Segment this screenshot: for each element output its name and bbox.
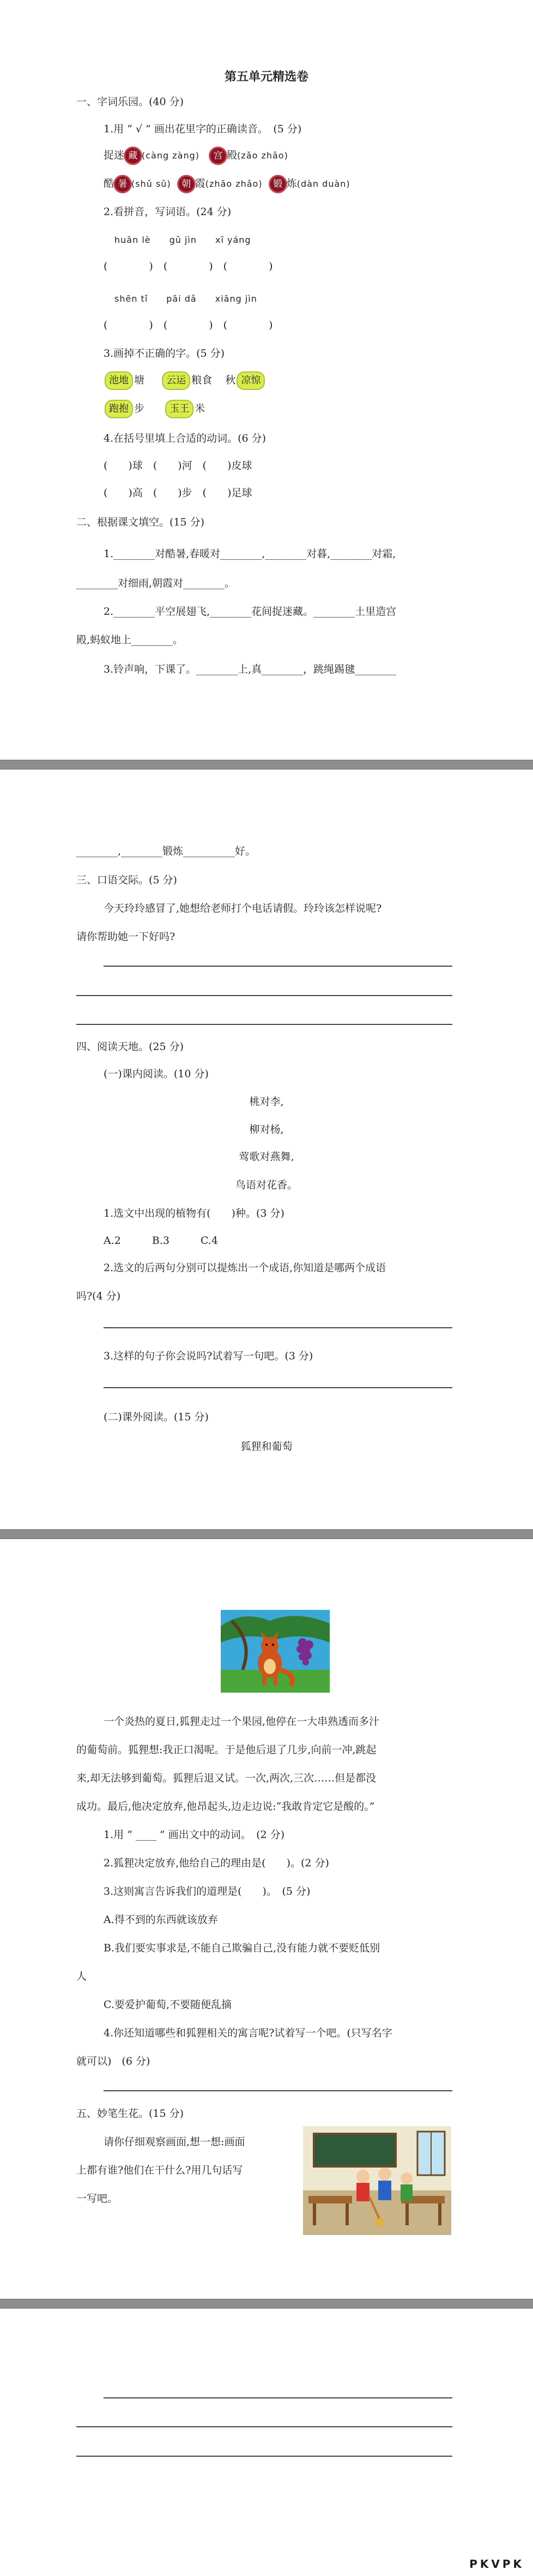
- answer-line: [76, 2426, 452, 2427]
- word-text: 塘: [134, 374, 145, 386]
- flower-char: 暑: [115, 176, 130, 192]
- word-text: 炼: [286, 178, 297, 190]
- word-text: 步: [134, 402, 145, 414]
- word-text: 米: [195, 402, 205, 414]
- section-5-heading: 五、妙笔生花。(15 分): [76, 2108, 184, 2120]
- answer-line: [76, 2456, 452, 2457]
- watermark-logo: PKVPK: [469, 2557, 524, 2571]
- story-line-3: 来,却无法够到葡萄。狐狸后退又试。一次,两次,三次……但是都没: [76, 1772, 377, 1784]
- s2-q3-line1: 3.铃声响，下课了。________上,真________，跳绳踢毽________: [104, 663, 397, 675]
- flower-char: 朝: [179, 176, 194, 192]
- option-b-line1: B.我们要实事求是,不能自己欺骗自己,没有能力就不要贬低别: [104, 1942, 380, 1954]
- answer-line: [104, 2397, 452, 2398]
- flower-char: 藏: [125, 148, 141, 163]
- choice-char-a: 跑: [109, 403, 119, 414]
- q1-3-row1: [104, 371, 266, 390]
- flower-char: 锻: [270, 176, 286, 192]
- answer-brackets-1: ( ) ( ) ( ): [104, 260, 273, 272]
- q1-1-row2: [104, 175, 350, 192]
- poem-line: 鸟语对花香。: [235, 1179, 298, 1191]
- page-separator: [0, 2299, 533, 2309]
- page-separator: [0, 1529, 533, 1539]
- choice-char: [162, 371, 190, 390]
- pinyin-options: (càng zàng): [142, 150, 199, 161]
- choice-char-a: 云: [166, 375, 177, 386]
- page-1: [0, 0, 533, 760]
- page-4: [0, 2309, 533, 2576]
- s2-q2-line1: 2.________平空展翅飞,________花间捉迷藏。________土里造宫: [104, 606, 397, 618]
- pinyin-row-2: shēn tǐ pāi dǎ xiāng jìn: [114, 294, 257, 304]
- story-line-2: 的葡萄前。狐狸想:我正口渴呢。于是他后退了几步,向前一冲,跳起: [76, 1744, 377, 1756]
- s4-q2-line2: 吗?(4 分): [76, 1290, 121, 1302]
- answer-line: [76, 995, 452, 996]
- story-title: 狐狸和葡萄: [240, 1440, 293, 1452]
- q1-4-row1: ( )球 ( )河 ( )皮球: [104, 460, 252, 472]
- q1-4-prompt: 4.在括号里填上合适的动词。(6 分): [104, 432, 266, 444]
- q1-2-prompt: 2.看拼音，写词语。(24 分): [104, 206, 232, 218]
- answer-line: [104, 1327, 452, 1328]
- word-text: 秋: [225, 374, 236, 386]
- s3-para-line1: 今天玲玲感冒了,她想给老师打个电话请假。玲玲该怎样说呢?: [104, 902, 382, 914]
- s4-sub2: (二)课外阅读。(15 分): [104, 1411, 209, 1423]
- option-a: A.得不到的东西就该放弃: [104, 1914, 218, 1926]
- page-title: 第五单元精选卷: [224, 70, 308, 84]
- word-text: 酷: [104, 178, 114, 190]
- q1-3-row2: [104, 400, 205, 418]
- section-2-heading: 二、根据课文填空。(15 分): [76, 516, 205, 528]
- s4-q2-line1: 2.选文的后两句分别可以提炼出一个成语,你知道是哪两个成语: [104, 1262, 386, 1274]
- choice-char-b: 惊: [251, 375, 261, 386]
- s4-q3: 3.这样的句子你会说吗?试着写一句吧。(3 分): [104, 1350, 313, 1362]
- pinyin-options: (zǎo zhǎo): [237, 150, 288, 161]
- answer-line: [76, 1024, 452, 1025]
- answer-line: [104, 2090, 452, 2091]
- q1-3-prompt: 3.画掉不正确的字。(5 分): [104, 347, 225, 359]
- page-3: [0, 1539, 533, 2299]
- s4-q1: 1.选文中出现的植物有( )种。(3 分): [104, 1207, 284, 1219]
- story-line-4: 成功。最后,他决定放弃,他昂起头,边走边说:“我敢肯定它是酸的。”: [76, 1800, 375, 1812]
- q1-1-prompt: 1.用 “ √ ” 画出花里字的正确读音。 (5 分): [104, 123, 302, 135]
- choice-char: [105, 400, 133, 418]
- answer-line: [104, 1387, 452, 1388]
- pinyin-options: (dàn duàn): [296, 179, 350, 189]
- story-q4-line2: 就可以) (6 分): [76, 2055, 150, 2067]
- page-2: [0, 770, 533, 1529]
- story-q2: 2.狐狸决定放弃,他给自己的理由是( )。(2 分): [104, 1857, 329, 1869]
- choice-char-b: 抱: [119, 403, 129, 414]
- answer-brackets-2: ( ) ( ) ( ): [104, 319, 273, 331]
- page-separator: [0, 760, 533, 770]
- choice-char-a: 池: [109, 375, 119, 386]
- option-c: C.要爱护葡萄,不要随便乱摘: [104, 1999, 232, 2011]
- s4-q1-options: A.2 B.3 C.4: [104, 1235, 218, 1247]
- poem-line: 莺歌对燕舞,: [239, 1151, 294, 1163]
- poem-line: 桃对李,: [249, 1096, 284, 1108]
- choice-char: [237, 371, 265, 390]
- word-text: 粮食: [191, 374, 213, 386]
- choice-char-b: 王: [179, 403, 190, 414]
- section-3-heading: 三、口语交际。(5 分): [76, 874, 177, 886]
- option-b-line2: 人: [76, 1970, 87, 1982]
- choice-char-b: 地: [119, 375, 129, 386]
- s4-sub1: (一)课内阅读。(10 分): [104, 1068, 209, 1080]
- word-text: 捉迷: [104, 149, 125, 161]
- q1-1-row1: [104, 147, 288, 163]
- story-q4-line1: 4.你还知道哪些和狐狸相关的寓言呢?试着写一个吧。(只写名字: [104, 2027, 392, 2039]
- poem-line: 柳对杨,: [249, 1124, 284, 1136]
- choice-char-a: 凉: [241, 375, 251, 386]
- word-text: 殿: [227, 149, 238, 161]
- word-text: 霞: [195, 178, 205, 190]
- story-q1: 1.用 “ ____ ” 画出文中的动词。 (2 分): [104, 1829, 285, 1841]
- classroom-illustration: [303, 2126, 451, 2235]
- story-line-1: 一个炎热的夏日,狐狸走过一个果园,他停在一大串熟透而多汁: [104, 1716, 380, 1727]
- choice-char-a: 玉: [169, 403, 180, 414]
- s3-para-line2: 请你帮助她一下好吗?: [76, 931, 175, 943]
- fox-grapes-illustration: [221, 1610, 330, 1693]
- s5-para-line1: 请你仔细观察画面,想一想:画面: [104, 2136, 245, 2148]
- pinyin-row-1: huān lè gǔ jìn xī yáng: [114, 235, 251, 245]
- s2-q1-line2: ________对细雨,朝霞对________。: [76, 577, 235, 589]
- flower-char: 宫: [210, 148, 226, 163]
- choice-char: [165, 400, 193, 418]
- s2-q3-line2: ________,________锻炼__________好。: [76, 845, 256, 857]
- choice-char-b: 运: [176, 375, 186, 386]
- s2-q2-line2: 殿,蚂蚁地上________。: [76, 634, 184, 646]
- s5-para-line3: 一写吧。: [76, 2193, 118, 2205]
- story-q3: 3.这则寓言告诉我们的道理是( )。 (5 分): [104, 1885, 311, 1897]
- pinyin-options: (zhāo zhǎo): [205, 179, 263, 189]
- s2-q1-line1: 1.________对酷暑,春暖对________,________对暮,________对霜,: [104, 548, 396, 560]
- pinyin-options: (shǔ sǔ): [131, 179, 171, 189]
- section-1-heading: 一、字词乐园。(40 分): [76, 96, 184, 108]
- answer-line: [104, 966, 452, 967]
- s5-para-line2: 上都有谁?他们在干什么?用几句话写: [76, 2164, 243, 2176]
- choice-char: [105, 371, 133, 390]
- q1-4-row2: ( )高 ( )步 ( )足球: [104, 487, 252, 499]
- section-4-heading: 四、阅读天地。(25 分): [76, 1041, 184, 1053]
